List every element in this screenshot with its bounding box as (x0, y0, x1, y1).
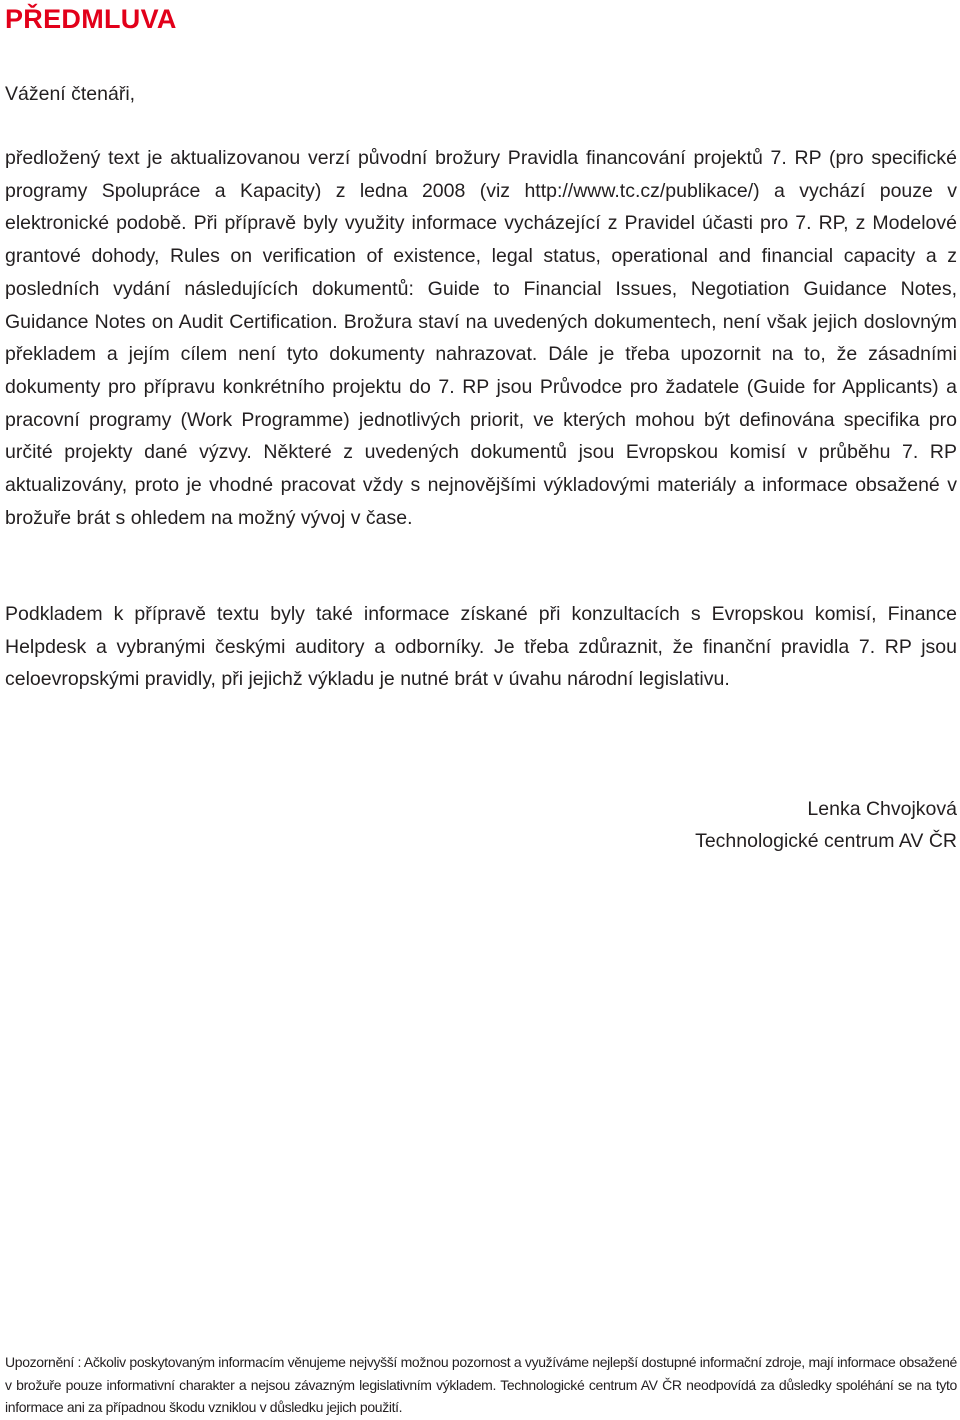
intro-paragraph-text-end: ) a vychází pouze v elektronické podobě. Při přípravě byly využity informace vycházející z Pravidel účasti pro 7. RP, z Modelové grantové dohody, Rules on verification of existence, legal status, operational and financial capacity a z posledních vydání následujících dokumentů: Guide to Financial Issues, Negotiation Guidance Notes, Guidance Notes on Audit Certification. Brožura staví na uvedených dokumentech, není však jejich doslovným překladem a jejím cílem není tyto dokumenty nahrazovat. Dále je třeba upozornit na to, že zásadními dokumenty pro přípravu konkrétního projektu do 7. RP jsou Průvodce pro žadatele (Guide for Applicants) a pracovní programy (Work Programme) jednotlivých priorit, ve kterých mohou být definována specifika pro určité projekty dané výzvy. Některé z uvedených dokumentů jsou Evropskou komisí v průběhu 7. RP aktualizovány, proto je vhodné pracovat vždy s nejnovějšími výkladovými materiály a informace obsažené v brožuře brát s ohledem na možný vývoj v čase. (5, 179, 958, 529)
intro-paragraph-text-start: předložený text je aktualizovanou verzí původní brožury Pravidla financování projektů 7. RP (pro specifické programy Spolupráce a Kapacity) z ledna 2008 (viz (5, 147, 957, 202)
intro-paragraph (5, 142, 957, 534)
author-organization: Technologické centrum AV ČR (695, 830, 957, 852)
disclaimer-note: Upozornění : Ačkoliv poskytovaným informacím věnujeme nejvyšší možnou pozornost a využíváme nejlepší dostupné informační zdroje, mají informace obsažené v brožuře pouze informativní charakter a nejsou závazným legislativním výkladem. Technologické centrum AV ČR neodpovídá za důsledky spoléhání se na tyto informace ani za případnou škodu vzniklou v důsledku jejich použití. (5, 1354, 957, 1415)
sources-paragraph: Podkladem k přípravě textu byly také informace získané při konzultacích s Evropskou komisí, Finance Helpdesk a vybranými českými auditory a odborníky. Je třeba zdůraznit, že finanční pravidla 7. RP jsou celoevropskými pravidly, při jejichž výkladu je nutné brát v úvahu národní legislativu. (5, 603, 957, 691)
publication-link[interactable]: http://www.tc.cz/publikace/ (524, 179, 754, 202)
signature-block (695, 793, 957, 857)
salutation: Vážení čtenáři, (5, 83, 136, 105)
author-name: Lenka Chvojková (807, 798, 957, 820)
page-title: PŘEDMLUVA (5, 4, 177, 34)
